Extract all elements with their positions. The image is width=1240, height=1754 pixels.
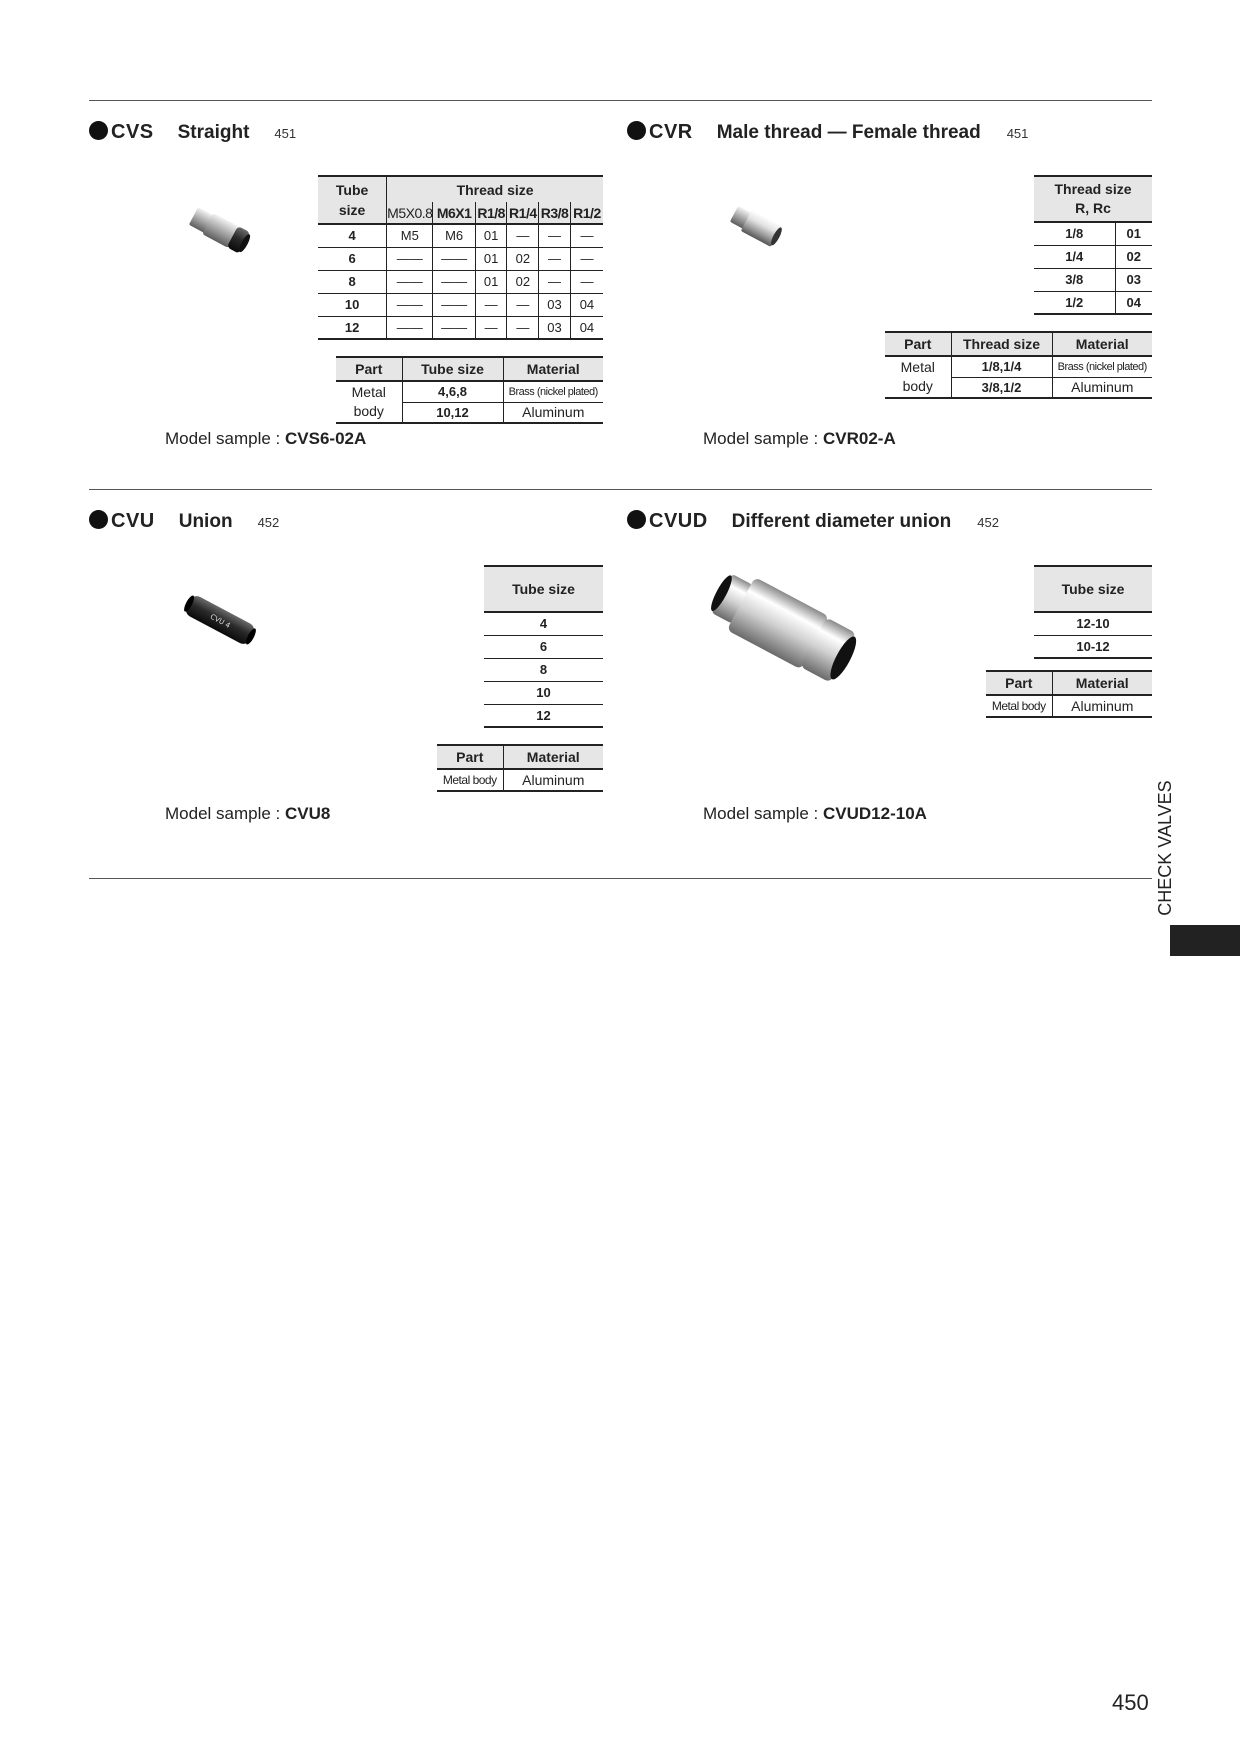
bullet-icon: [89, 510, 108, 529]
table-row: 3/8 03: [1034, 268, 1152, 291]
mat-header-size: Thread size: [951, 332, 1052, 356]
table-row: 8 —— —— 01 02 — —: [318, 270, 603, 293]
mat-header-material: Material: [1052, 332, 1152, 356]
cvr-thread-header: Thread size R, Rc: [1034, 176, 1152, 222]
mat-size: 1/8,1/4: [951, 356, 1052, 377]
side-tab-marker: [1170, 925, 1240, 956]
mat-size: 3/8,1/2: [951, 377, 1052, 398]
table-row: 1/4 02: [1034, 245, 1152, 268]
cvs-thread-table: [318, 175, 603, 340]
divider-middle: [89, 489, 1152, 490]
table-row: 6: [484, 635, 603, 658]
side-tab-label[interactable]: CHECK VALVES: [1155, 780, 1175, 916]
cvu-tube-table: [484, 565, 603, 728]
cvr-product-photo: [722, 196, 792, 256]
cvr-thread-table: [1034, 175, 1152, 315]
cvu-code: CVU: [111, 510, 155, 532]
cvs-tube-header: Tube size: [318, 176, 387, 224]
cvs-product-photo: [180, 200, 260, 260]
cvs-code: CVS: [111, 121, 154, 143]
cvr-code: CVR: [649, 121, 693, 143]
cvu-header: [89, 508, 279, 533]
cvu-material-table: [437, 744, 603, 792]
cvs-thread-header: Thread size: [387, 176, 603, 202]
table-row: 12: [484, 704, 603, 727]
bullet-icon: [627, 510, 646, 529]
cvr-title: Male thread — Female thread: [716, 122, 981, 143]
divider-top: [89, 100, 1152, 101]
mat-header-part: Part: [885, 332, 951, 356]
cvud-tube-table: [1034, 565, 1152, 659]
cvu-model-sample: Model sample : CVU8: [165, 804, 331, 823]
cvs-page-ref[interactable]: 451: [274, 126, 297, 141]
mat-material: Aluminum: [522, 404, 585, 421]
bullet-icon: [89, 121, 108, 140]
mat-header-part: Part: [986, 671, 1052, 695]
table-row: 4 M5 M6 01 — — —: [318, 224, 603, 247]
cvs-header: [89, 119, 296, 144]
mat-material: Brass (nickel plated): [1052, 356, 1152, 377]
mat-material: Aluminum: [522, 772, 585, 788]
cvr-page-ref[interactable]: 451: [1006, 126, 1029, 141]
cvs-material-table: [336, 356, 603, 424]
divider-bottom: [89, 878, 1152, 879]
mat-header-size: Tube size: [402, 357, 503, 381]
table-row: 4: [484, 612, 603, 635]
mat-header-material: Material: [1052, 671, 1152, 695]
cvud-material-table: [986, 670, 1152, 718]
cvu-title: Union: [178, 511, 233, 532]
mat-size: 4,6,8: [402, 381, 503, 402]
table-row: 6 —— —— 01 02 — —: [318, 247, 603, 270]
table-row: 1/2 04: [1034, 291, 1152, 314]
mat-size: 10,12: [402, 402, 503, 423]
cvu-tube-header: Tube size: [484, 566, 603, 612]
cvud-model-sample: Model sample : CVUD12-10A: [703, 804, 927, 823]
cvu-product-photo: [170, 585, 270, 655]
cvr-header: [627, 119, 1028, 144]
bullet-icon: [627, 121, 646, 140]
table-row: 10-12: [1034, 635, 1152, 658]
cvr-model-sample: Model sample : CVR02-A: [703, 429, 896, 448]
mat-material: Brass (nickel plated): [503, 381, 603, 402]
cvud-code: CVUD: [649, 510, 708, 532]
mat-header-material: Material: [503, 745, 603, 769]
table-row: 8: [484, 658, 603, 681]
cvud-page-ref[interactable]: 452: [977, 515, 999, 530]
mat-header-part: Part: [437, 745, 503, 769]
mat-material: Aluminum: [1071, 379, 1134, 396]
cvs-title: Straight: [177, 122, 250, 143]
mat-part: Metal body: [986, 695, 1052, 717]
mat-header-material: Material: [503, 357, 603, 381]
table-row: 12 —— —— — — 03 04: [318, 316, 603, 339]
cvs-thread-cols: M5X0.8 M6X1 R1/8 R1/4 R3/8 R1/2: [318, 202, 603, 224]
mat-part: Metal body: [437, 769, 503, 791]
table-row: 12-10: [1034, 612, 1152, 635]
cvud-product-photo: [700, 565, 870, 690]
cvu-page-ref[interactable]: 452: [257, 515, 280, 530]
table-row: 1/8 01: [1034, 222, 1152, 245]
cvs-model-sample: Model sample : CVS6-02A: [165, 429, 367, 448]
mat-part: Metal body: [885, 356, 951, 398]
cvud-tube-header: Tube size: [1034, 566, 1152, 612]
mat-header-part: Part: [336, 357, 402, 381]
mat-material: Aluminum: [1071, 698, 1134, 714]
cvr-material-table: [885, 331, 1152, 399]
cvu-product-marking: CVU 4: [208, 612, 232, 630]
mat-part: Metal body: [336, 381, 402, 423]
table-row: 10: [484, 681, 603, 704]
page-number: 450: [1112, 1690, 1149, 1715]
table-row: 10 —— —— — — 03 04: [318, 293, 603, 316]
cvud-title: Different diameter union: [731, 511, 952, 532]
cvud-header: [627, 508, 999, 533]
